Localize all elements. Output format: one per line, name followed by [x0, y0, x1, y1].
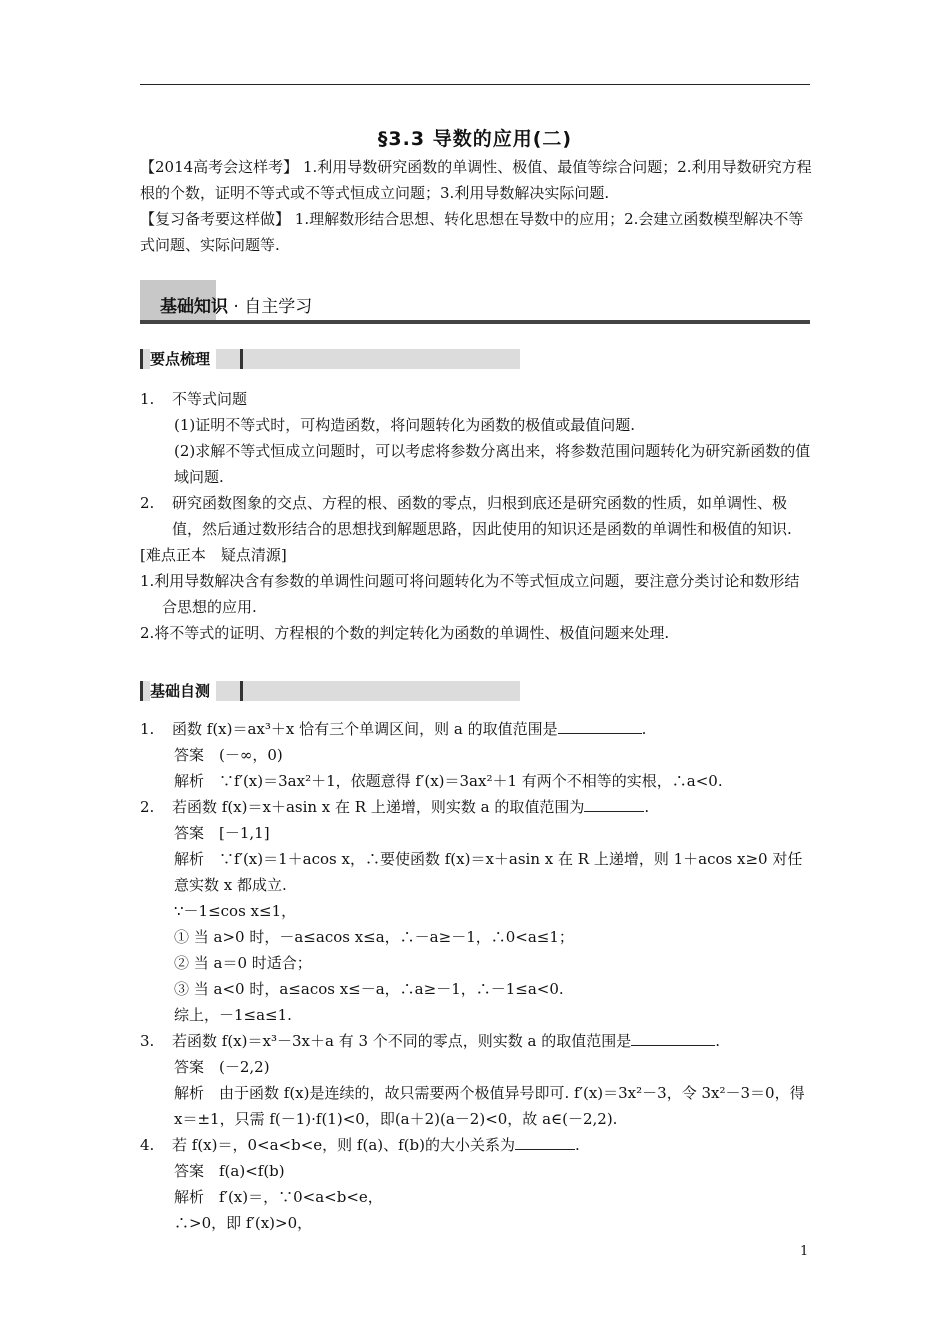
header-rule — [140, 84, 810, 85]
subsection-heading-label: 基础自测 — [150, 681, 216, 701]
answer: 答案 [－1,1] — [174, 824, 270, 842]
solution-line: ∵－1≤cos x≤1， — [174, 902, 297, 920]
solution: 解析 ∵f′(x)＝3ax²＋1，依题意得 f′(x)＝3ax²＋1 有两个不相等的实根，∴a<0. — [174, 772, 723, 790]
heading-bar-left — [140, 681, 143, 701]
solution-line: ∴>0，即 f′(x)>0， — [174, 1214, 313, 1232]
self-test-section: 1. 函数 f(x)＝ax³＋x 恰有三个单调区间，则 a 的取值范围是 . 答案 (－∞，0) 解析 ∵f′(x)＝3ax²＋1，依题意得 f′(x)＝3ax²＋1 有两个不相等的实根，∴a<0. 2. 若函数 f(x)＝x＋asin x 在 R 上递增，则实数 a 的取值范围为 . 答案 [－1,1] 解析 ∵f′(x)＝1＋acos x，∴要使函数 f(x)＝x＋asin x 在 R 上递增，则 1＋acos x≥0 对任意实数 x 都成立. ∵－1≤cos x≤1， ① 当 a>0 时，－a≤acos x≤a，∴－a≥－1，∴0<a≤1； ② 当 a＝0 时适合； ③ 当 a<0 时，a≤acos x≤－a，∴a≥－1，∴－1≤a<0. 综上，－1≤a≤1. 3. 若函数 f(x)＝x³－3x＋a 有 3 个不同的零点，则实数 a 的取值范围是 . 答案 (－2,2) 解析 由于函数 f(x)是连续的，故只需要两个极值异号即可. f′(x)＝3x²－3，令 3x²－3＝0，得 x＝±1，只需 f(－1)·f(1)<0，即(a＋2)(a－2)<0，故 a∈(－2,2). 4. 若 f(x)＝，0<a<b<e，则 f(a)、f(b)的大小关系为 . 答案 f(a)<f(b) 解析 f′(x)＝，∵0<a<b<e， ∴>0，即 f′(x)>0， — [140, 716, 812, 1236]
section-banner — [140, 280, 810, 324]
intro-block — [140, 154, 812, 258]
solution-line: 综上，－1≤a≤1. — [174, 1006, 292, 1024]
heading-bar-left — [140, 349, 143, 369]
item-number: 2. — [140, 494, 155, 512]
subsection-heading-self-test — [140, 681, 520, 701]
answer: 答案 (－∞，0) — [174, 746, 283, 764]
banner-separator: · — [228, 297, 245, 317]
question-number: 4. — [140, 1136, 155, 1154]
banner-title-rest: 自主学习 — [244, 297, 313, 317]
page-number: 1 — [800, 1244, 809, 1259]
question-text: 若函数 f(x)＝x³－3x＋a 有 3 个不同的零点，则实数 a 的取值范围是 — [172, 1032, 632, 1050]
subsection-heading-key-points — [140, 349, 520, 369]
heading-bar-right — [240, 349, 243, 369]
note-item: 1.利用导数解决含有参数的单调性问题可将问题转化为不等式恒成立问题，要注意分类讨论和数形结合思想的应用. — [140, 572, 800, 616]
question-text: 函数 f(x)＝ax³＋x 恰有三个单调区间，则 a 的取值范围是 — [172, 720, 558, 738]
question-text: 若 f(x)＝，0<a<b<e，则 f(a)、f(b)的大小关系为 — [172, 1136, 515, 1154]
note-heading: [难点正本 疑点清源] — [140, 546, 287, 564]
answer: 答案 f(a)<f(b) — [174, 1162, 285, 1180]
question-number: 1. — [140, 720, 155, 738]
page-title: §3.3 导数的应用(二) — [377, 128, 573, 150]
question-text: 若函数 f(x)＝x＋asin x 在 R 上递增，则实数 a 的取值范围为 — [172, 798, 585, 816]
answer-blank — [558, 719, 642, 734]
answer-blank — [584, 797, 644, 812]
answer: 答案 (－2,2) — [174, 1058, 270, 1076]
question-number: 2. — [140, 798, 155, 816]
solution-line: ③ 当 a<0 时，a≤acos x≤－a，∴a≥－1，∴－1≤a<0. — [174, 980, 564, 998]
item-title: 不等式问题 — [172, 390, 248, 408]
item-text: (1)证明不等式时，可构造函数，将问题转化为函数的极值或最值问题. — [174, 416, 636, 434]
solution: 解析 f′(x)＝，∵0<a<b<e， — [174, 1188, 383, 1206]
banner-title — [160, 292, 312, 317]
intro-review-tips: 【复习备考要这样做】 1.理解数形结合思想、转化思想在导数中的应用；2.会建立函数模型解决不等式问题、实际问题等. — [140, 210, 804, 254]
item-text: (2)求解不等式恒成立问题时，可以考虑将参数分离出来，将参数范围问题转化为研究新函数的值域问题. — [174, 442, 811, 486]
banner-bar — [140, 320, 810, 324]
banner-title-bold: 基础知识 — [160, 297, 228, 317]
answer-blank — [515, 1135, 575, 1150]
note-item: 2.将不等式的证明、方程根的个数的判定转化为函数的单调性、极值问题来处理. — [140, 624, 670, 642]
key-points-section — [140, 386, 812, 646]
solution-line: ② 当 a＝0 时适合； — [174, 954, 312, 972]
answer-blank — [631, 1031, 715, 1046]
item-number: 1. — [140, 390, 155, 408]
item-text: 研究函数图象的交点、方程的根、函数的零点，归根到底还是研究函数的性质，如单调性、极值，然后通过数形结合的思想找到解题思路，因此使用的知识还是函数的单调性和极值的知识. — [172, 494, 792, 538]
question-number: 3. — [140, 1032, 155, 1050]
intro-exam-focus: 【2014高考会这样考】 1.利用导数研究函数的单调性、极值、最值等综合问题；2.利用导数研究方程根的个数，证明不等式或不等式恒成立问题；3.利用导数解决实际问题. — [140, 158, 812, 202]
heading-bar-right — [240, 681, 243, 701]
solution-line: ① 当 a>0 时，－a≤acos x≤a，∴－a≥－1，∴0<a≤1； — [174, 928, 574, 946]
solution: 解析 由于函数 f(x)是连续的，故只需要两个极值异号即可. f′(x)＝3x²－3，令 3x²－3＝0，得 x＝±1，只需 f(－1)·f(1)<0，即(a＋2)(a－2)<0，故 a∈(－2,2). — [174, 1084, 805, 1128]
solution: 解析 ∵f′(x)＝1＋acos x，∴要使函数 f(x)＝x＋asin x 在 R 上递增，则 1＋acos x≥0 对任意实数 x 都成立. — [174, 850, 803, 894]
subsection-heading-label: 要点梳理 — [150, 349, 216, 369]
